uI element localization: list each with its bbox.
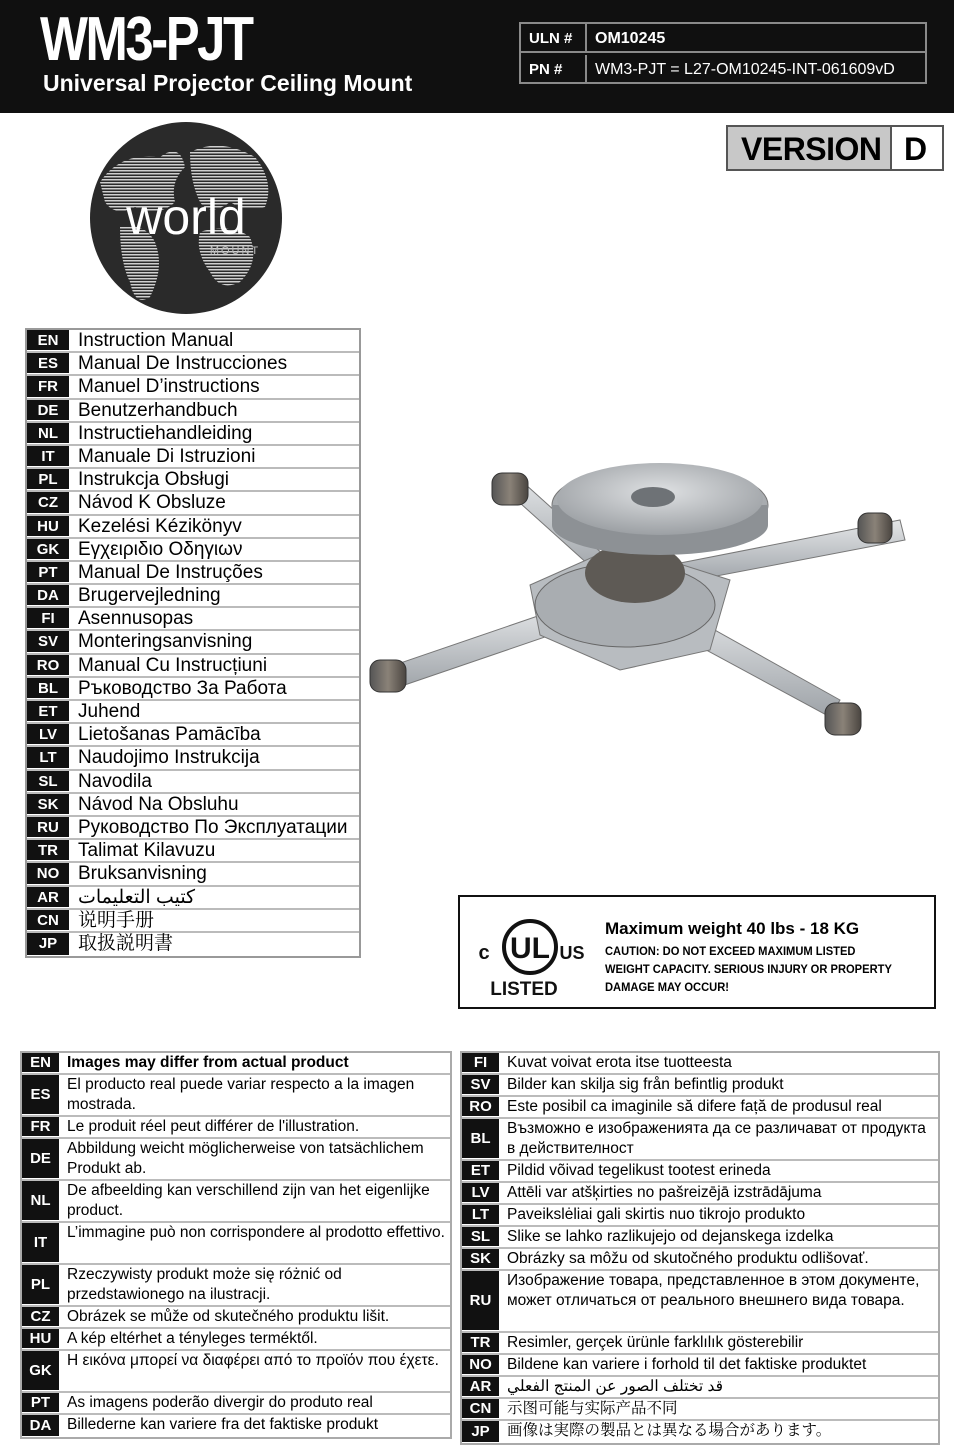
- language-code: SK: [27, 794, 69, 815]
- version-badge: [726, 125, 944, 171]
- ul-listing-box: [458, 895, 936, 1009]
- language-row: [27, 330, 359, 353]
- product-image: [370, 455, 900, 755]
- disclaimer-row: [22, 1053, 450, 1075]
- disclaimer-text: Obrázek se může od skutečného produktu lišit.: [67, 1308, 390, 1325]
- language-row: [27, 863, 359, 886]
- logo-sub: MOUNT: [209, 245, 261, 257]
- language-name: Juhend: [78, 701, 141, 722]
- pn-label: PN #: [521, 55, 587, 84]
- disclaimer-text: Paveikslėliai gali skirtis nuo tikrojo produkto: [507, 1206, 806, 1223]
- language-name: Руководство По Эксплуатации: [78, 816, 348, 838]
- language-row: [27, 446, 359, 469]
- disclaimer-row: [462, 1355, 938, 1377]
- language-code: HU: [27, 516, 69, 537]
- language-code: TR: [27, 840, 69, 861]
- disclaimer-code: SV: [462, 1075, 499, 1095]
- language-row: [27, 539, 359, 562]
- disclaimer-code: FR: [22, 1117, 59, 1137]
- disclaimer-text: Slike se lahko razlikujejo od dejanskega izdelka: [507, 1228, 834, 1245]
- disclaimer-row: [22, 1223, 450, 1265]
- language-code: LT: [27, 747, 69, 768]
- disclaimer-table-right: [460, 1051, 940, 1445]
- language-row: [27, 887, 359, 910]
- disclaimer-text: Resimler, gerçek ürünle farklılık gösterebilir: [507, 1334, 804, 1351]
- language-code: BL: [27, 678, 69, 699]
- language-code: NO: [27, 863, 69, 884]
- disclaimer-text: L’immagine può non corrispondere al prodotto effettivo.: [67, 1224, 445, 1241]
- logo-word: world: [126, 189, 246, 245]
- disclaimer-text: Obrázky sa môžu od skutočného produktu odlišovať.: [507, 1250, 869, 1267]
- language-name: Návod K Obsluze: [78, 492, 226, 514]
- disclaimer-code: GK: [22, 1351, 59, 1391]
- disclaimer-row: [22, 1329, 450, 1351]
- disclaimer-text: De afbeelding kan verschillend zijn van het eigenlijke product.: [67, 1182, 430, 1219]
- disclaimer-code: SL: [462, 1227, 499, 1247]
- disclaimer-text: Abbildung weicht möglicherweise von tatsächlichem Produkt ab.: [67, 1140, 424, 1177]
- language-name: Manual De Instruções: [78, 561, 263, 583]
- language-name: Benutzerhandbuch: [78, 399, 238, 421]
- version-label: VERSION: [728, 127, 892, 169]
- disclaimer-code: CN: [462, 1399, 499, 1419]
- disclaimer-row: [22, 1351, 450, 1393]
- language-code: FI: [27, 608, 69, 629]
- disclaimer-text: Billederne kan variere fra det faktiske produkt: [67, 1416, 379, 1433]
- language-code: IT: [27, 446, 69, 467]
- language-code: RO: [27, 655, 69, 676]
- disclaimer-row: [22, 1139, 450, 1181]
- max-weight: Maximum weight 40 lbs - 18 KG: [605, 919, 860, 938]
- disclaimer-code: RU: [462, 1271, 499, 1331]
- language-name: Navodila: [78, 770, 152, 792]
- disclaimer-row: [22, 1307, 450, 1329]
- language-code: GK: [27, 539, 69, 560]
- language-row: [27, 516, 359, 539]
- disclaimer-row: [462, 1205, 938, 1227]
- disclaimer-code: JP: [462, 1421, 499, 1443]
- disclaimer-row: [22, 1075, 450, 1117]
- language-name: Ръководство За Работа: [78, 677, 287, 699]
- disclaimer-code: AR: [462, 1377, 499, 1397]
- disclaimer-row: [462, 1227, 938, 1249]
- disclaimer-text: Kuvat voivat erota itse tuotteesta: [507, 1054, 732, 1071]
- language-code: CN: [27, 910, 69, 931]
- language-name: Monteringsanvisning: [78, 631, 253, 653]
- language-name: Návod Na Obsluhu: [78, 793, 239, 815]
- language-name: Manuel D’instructions: [78, 376, 260, 398]
- disclaimer-code: PL: [22, 1265, 59, 1305]
- language-code: FR: [27, 376, 69, 397]
- language-name: Instruction Manual: [78, 330, 234, 351]
- disclaimer-code: SK: [462, 1249, 499, 1269]
- language-name: Naudojimo Instrukcija: [78, 747, 260, 769]
- disclaimer-text: Изображение товара, представленное в этом документе, может отличаться от реального внешнего вида товара.: [507, 1272, 920, 1309]
- disclaimer-row: [462, 1249, 938, 1271]
- disclaimer-code: ES: [22, 1075, 59, 1115]
- disclaimer-code: EN: [22, 1053, 59, 1073]
- uln-row: [521, 24, 925, 53]
- language-row: [27, 910, 359, 933]
- uln-value: OM10245: [595, 30, 666, 47]
- uln-label: ULN #: [521, 24, 587, 51]
- ul-us: US: [559, 943, 585, 963]
- caution-text: CAUTION: DO NOT EXCEED MAXIMUM LISTED WEIGHT CAPACITY. SERIOUS INJURY OR PROPERTY DAMAGE MAY OCCUR!: [605, 944, 892, 994]
- language-code: JP: [27, 933, 69, 956]
- disclaimer-row: [462, 1377, 938, 1399]
- language-row: [27, 678, 359, 701]
- language-name: Kezelési Kézikönyv: [78, 515, 242, 537]
- header-bar: [0, 0, 954, 113]
- pn-row: [521, 55, 925, 84]
- language-name: Manual Cu Instrucțiuni: [78, 654, 268, 676]
- language-code: ES: [27, 353, 69, 374]
- disclaimer-text: A kép eltérhet a tényleges terméktől.: [67, 1330, 318, 1347]
- product-subtitle: Universal Projector Ceiling Mount: [43, 70, 413, 96]
- language-code: PL: [27, 469, 69, 490]
- disclaimer-text: Възможно е изображенията да се различават от продукта в действителност: [507, 1120, 926, 1157]
- disclaimer-code: DA: [22, 1415, 59, 1437]
- disclaimer-text: El producto real puede variar respecto a la imagen mostrada.: [67, 1076, 415, 1113]
- disclaimer-row: [22, 1393, 450, 1415]
- disclaimer-row: [462, 1271, 938, 1333]
- language-row: [27, 353, 359, 376]
- language-row: [27, 376, 359, 399]
- disclaimer-code: LT: [462, 1205, 499, 1225]
- disclaimer-code: NO: [462, 1355, 499, 1375]
- language-list: [25, 328, 361, 958]
- language-code: DA: [27, 585, 69, 606]
- language-row: [27, 562, 359, 585]
- language-code: EN: [27, 330, 69, 351]
- disclaimer-row: [462, 1119, 938, 1161]
- disclaimer-code: BL: [462, 1119, 499, 1159]
- disclaimer-text: Bilder kan skilja sig från befintlig produkt: [507, 1076, 784, 1093]
- language-row: [27, 933, 359, 956]
- disclaimer-row: [22, 1265, 450, 1307]
- disclaimer-text: As imagens poderão divergir do produto real: [67, 1394, 373, 1411]
- disclaimer-code: RO: [462, 1097, 499, 1117]
- language-name: Asennusopas: [78, 608, 194, 630]
- disclaimer-text: 画像は実際の製品とは異なる場合があります。: [507, 1422, 832, 1439]
- disclaimer-text: قد تختلف الصور عن المنتج الفعلي: [507, 1378, 724, 1395]
- part-number-box: [519, 22, 927, 84]
- language-code: DE: [27, 400, 69, 421]
- language-code: LV: [27, 724, 69, 745]
- disclaimer-text: Η εικόνα μπορεί να διαφέρει από το προϊόν που έχετε.: [67, 1352, 439, 1369]
- language-name: Instructiehandleiding: [78, 422, 253, 444]
- language-name: Talimat Kilavuzu: [78, 840, 216, 862]
- disclaimer-row: [462, 1421, 938, 1443]
- disclaimer-text: Rzeczywisty produkt może się różnić od przedstawionego na ilustracji.: [67, 1266, 342, 1303]
- disclaimer-code: CZ: [22, 1307, 59, 1327]
- disclaimer-text: 示图可能与实际产品不同: [507, 1400, 678, 1417]
- disclaimer-text: Bildene kan variere i forhold til det faktiske produktet: [507, 1356, 867, 1373]
- disclaimer-row: [462, 1075, 938, 1097]
- language-name: Εγχειριδιο Οδηγιων: [78, 538, 243, 560]
- disclaimer-text: Attēli var atšķirties no pašreizējā izstrādājuma: [507, 1184, 822, 1201]
- disclaimer-code: LV: [462, 1183, 499, 1203]
- language-name: Brugervejledning: [78, 585, 221, 607]
- disclaimer-code: IT: [22, 1223, 59, 1263]
- disclaimer-table-left: [20, 1051, 452, 1439]
- version-value: D: [892, 127, 942, 169]
- language-name: 说明手册: [78, 909, 155, 931]
- language-name: Instrukcja Obsługi: [78, 469, 230, 491]
- disclaimer-code: HU: [22, 1329, 59, 1349]
- language-code: CZ: [27, 492, 69, 513]
- language-row: [27, 655, 359, 678]
- language-row: [27, 840, 359, 863]
- language-row: [27, 631, 359, 654]
- language-name: كتيب التعليمات: [78, 886, 196, 908]
- ul-c: c: [478, 942, 490, 964]
- world-mount-logo: [90, 122, 282, 314]
- language-code: NL: [27, 423, 69, 444]
- disclaimer-row: [462, 1053, 938, 1075]
- disclaimer-text: Le produit réel peut différer de l'illustration.: [67, 1118, 360, 1135]
- disclaimer-code: NL: [22, 1181, 59, 1221]
- disclaimer-code: DE: [22, 1139, 59, 1179]
- disclaimer-text: Pildid võivad tegelikust tootest erineda: [507, 1162, 771, 1179]
- disclaimer-code: TR: [462, 1333, 499, 1353]
- ul-listed-mark: [474, 911, 586, 999]
- ul-letters: UL: [510, 932, 550, 965]
- disclaimer-row: [462, 1097, 938, 1119]
- language-name: 取扱説明書: [78, 932, 174, 954]
- disclaimer-row: [462, 1399, 938, 1421]
- disclaimer-row: [22, 1117, 450, 1139]
- pn-value: WM3-PJT = L27-OM10245-INT-061609vD: [595, 61, 895, 78]
- language-name: Manual De Instrucciones: [78, 353, 288, 375]
- disclaimer-code: FI: [462, 1053, 499, 1073]
- disclaimer-row: [22, 1181, 450, 1223]
- language-name: Bruksanvisning: [78, 863, 207, 885]
- ul-listed: LISTED: [490, 979, 558, 1000]
- product-title: WM3-PJT: [40, 5, 252, 74]
- language-row: [27, 423, 359, 446]
- disclaimer-text: Este posibil ca imaginile să difere față de produsul real: [507, 1098, 882, 1115]
- language-row: [27, 817, 359, 840]
- language-row: [27, 724, 359, 747]
- disclaimer-row: [462, 1333, 938, 1355]
- language-row: [27, 747, 359, 770]
- language-code: SL: [27, 771, 69, 792]
- language-code: ET: [27, 701, 69, 722]
- language-row: [27, 469, 359, 492]
- language-row: [27, 400, 359, 423]
- language-row: [27, 492, 359, 515]
- language-row: [27, 794, 359, 817]
- language-code: PT: [27, 562, 69, 583]
- language-row: [27, 771, 359, 794]
- language-name: Lietošanas Pamācība: [78, 724, 261, 746]
- language-code: RU: [27, 817, 69, 838]
- language-code: SV: [27, 631, 69, 652]
- disclaimer-row: [462, 1183, 938, 1205]
- language-row: [27, 608, 359, 631]
- language-code: AR: [27, 887, 69, 908]
- disclaimer-row: [22, 1415, 450, 1437]
- disclaimer-text: Images may differ from actual product: [67, 1054, 349, 1071]
- disclaimer-code: PT: [22, 1393, 59, 1413]
- language-row: [27, 585, 359, 608]
- disclaimer-row: [462, 1161, 938, 1183]
- language-name: Manuale Di Istruzioni: [78, 445, 256, 467]
- disclaimer-code: ET: [462, 1161, 499, 1181]
- language-row: [27, 701, 359, 724]
